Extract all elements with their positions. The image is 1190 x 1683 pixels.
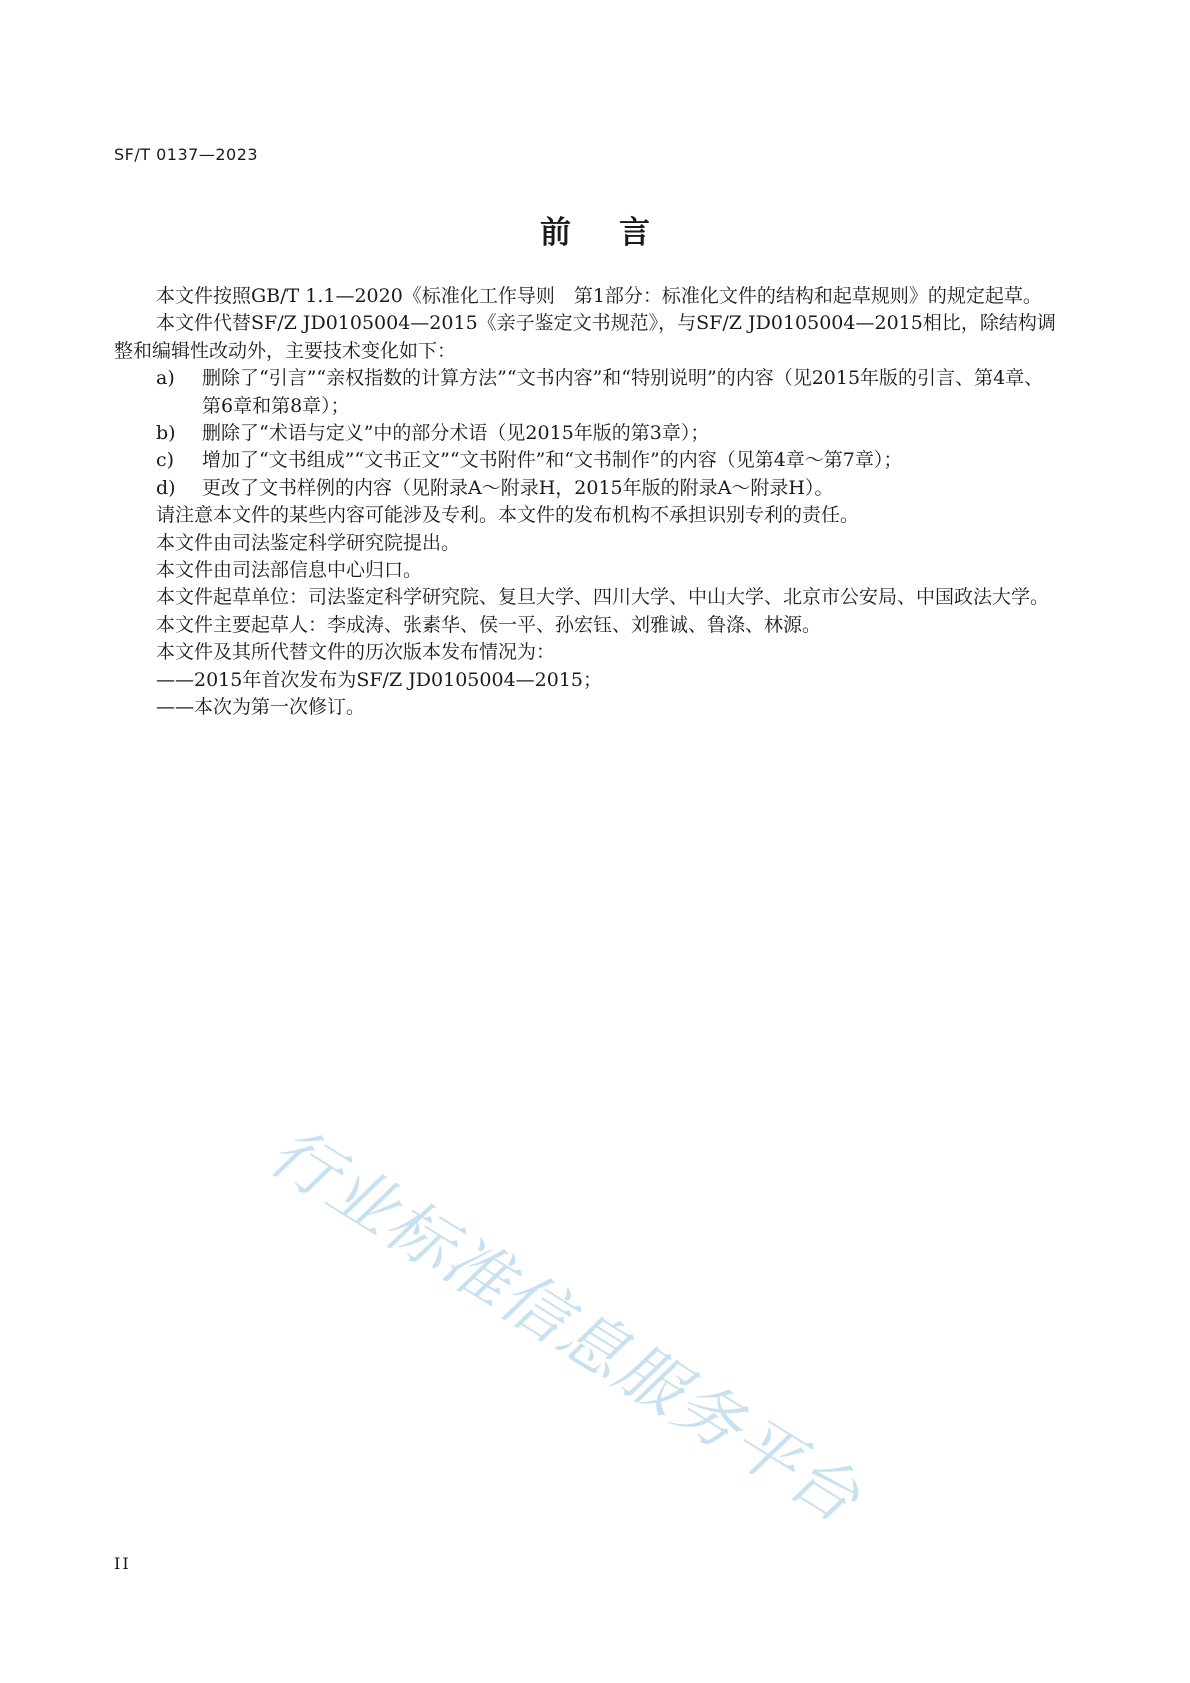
history-item-2015: ——2015年首次发布为SF/Z JD0105004—2015； bbox=[156, 668, 603, 691]
paragraph-proposer: 本文件由司法鉴定科学研究院提出。 bbox=[156, 531, 461, 554]
paragraph-version-history: 本文件及其所代替文件的历次版本发布情况为： bbox=[156, 641, 556, 664]
change-item-b bbox=[114, 420, 1062, 447]
paragraph-patent-notice: 请注意本文件的某些内容可能涉及专利。本文件的发布机构不承担识别专利的责任。 bbox=[156, 504, 860, 527]
change-item-a bbox=[114, 365, 1062, 420]
change-item-d bbox=[114, 475, 1062, 502]
list-marker: a) bbox=[156, 367, 175, 390]
paragraph-centralized-by: 本文件由司法部信息中心归口。 bbox=[156, 559, 423, 582]
page-number: II bbox=[114, 1554, 131, 1573]
document-code: SF/T 0137—2023 bbox=[114, 145, 259, 164]
list-item-text: 删除了“引言”“亲权指数的计算方法”“文书内容”和“特别说明”的内容（见2015年版的引言、第4章、第6章和第8章）； bbox=[202, 367, 1044, 417]
paragraph-drafting-units: 本文件起草单位：司法鉴定科学研究院、复旦大学、四川大学、中山大学、北京市公安局、中国政法大学。 bbox=[156, 586, 1050, 609]
paragraph-replacement: 本文件代替SF/Z JD0105004—2015《亲子鉴定文书规范》，与SF/Z JD0105004—2015相比，除结构调整和编辑性改动外，主要技术变化如下： bbox=[114, 312, 1056, 362]
paragraph-drafting-rules: 本文件按照GB/T 1.1—2020《标准化工作导则 第1部分：标准化文件的结构和起草规则》的规定起草。 bbox=[156, 285, 1042, 307]
list-item-text: 增加了“文书组成”“文书正文”“文书附件”和“文书制作”的内容（见第4章～第7章）； bbox=[202, 449, 903, 472]
foreword-body bbox=[114, 283, 1062, 722]
watermark: 行业标准信息服务平台 bbox=[256, 1112, 874, 1539]
list-item-text: 更改了文书样例的内容（见附录A～附录H，2015年版的附录A～附录H）。 bbox=[202, 476, 834, 499]
list-item-text: 删除了“术语与定义”中的部分术语（见2015年版的第3章）； bbox=[202, 422, 710, 445]
list-marker: d) bbox=[156, 476, 176, 499]
list-marker: b) bbox=[156, 422, 176, 445]
page-title: 前言 bbox=[540, 215, 698, 251]
paragraph-drafters: 本文件主要起草人：李成涛、张素华、侯一平、孙宏钰、刘雅诚、鲁涤、林源。 bbox=[156, 613, 822, 636]
list-marker: c) bbox=[156, 449, 175, 472]
history-item-current: ——本次为第一次修订。 bbox=[156, 696, 366, 719]
change-item-c bbox=[114, 447, 1062, 474]
